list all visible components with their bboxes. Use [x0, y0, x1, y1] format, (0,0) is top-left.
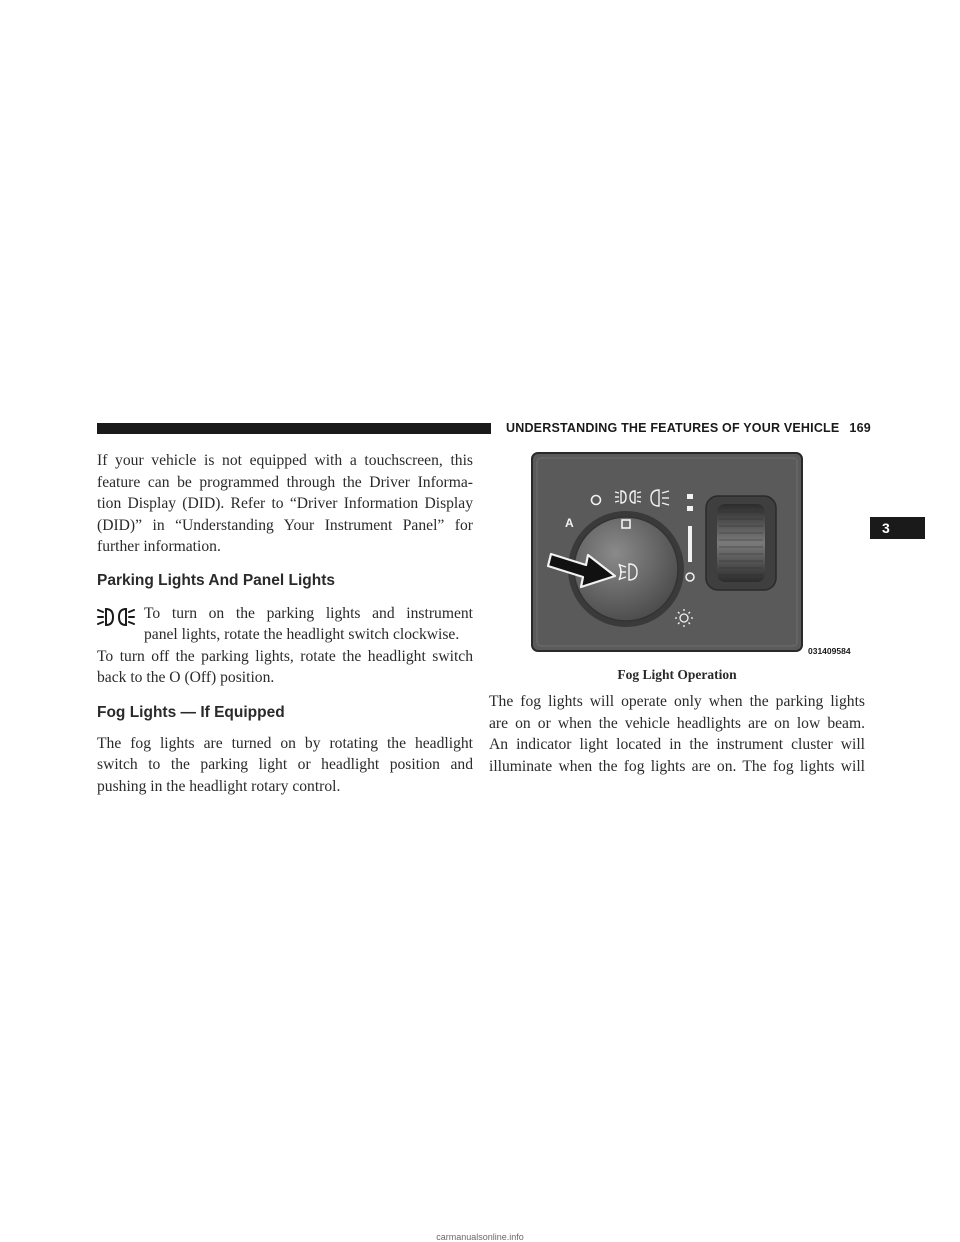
text-line: switch to the parking light or headlight position and — [97, 756, 473, 773]
parking-off-paragraph — [97, 646, 473, 689]
chapter-tab[interactable]: 3 — [870, 517, 925, 539]
text-line: back to the O (Off) position. — [97, 669, 275, 686]
text-line: The fog lights will operate only when the parking lights — [489, 693, 865, 710]
running-header — [506, 418, 871, 438]
fog-lights-heading: Fog Lights — If Equipped — [97, 703, 285, 721]
text-line: (DID)” in “Understanding Your Instrument Panel” for — [97, 516, 473, 534]
headlight-switch-figure — [531, 452, 803, 652]
section-title: UNDERSTANDING THE FEATURES OF YOUR VEHICLE — [506, 421, 840, 435]
header-rule — [97, 423, 491, 434]
right-column — [489, 691, 865, 777]
left-column — [97, 450, 473, 797]
text-line: To turn off the parking lights, rotate the headlight switch — [97, 647, 473, 665]
text-line: An indicator light located in the instrument cluster will — [489, 736, 865, 753]
auto-position-label: A — [565, 516, 574, 530]
page-number: 169 — [849, 421, 871, 435]
text-line: further information. — [97, 538, 221, 555]
fog-operation-paragraph — [489, 691, 865, 777]
parking-lights-block — [97, 603, 473, 646]
text-line: If your vehicle is not equipped with a touchscreen, this — [97, 452, 473, 469]
watermark[interactable]: carmanualsonline.info — [436, 1232, 524, 1242]
text-line: are on or when the vehicle headlights are on low beam. — [489, 714, 865, 732]
parking-lights-icon — [97, 606, 135, 628]
parking-on-paragraph — [97, 603, 473, 646]
figure-code: 031409584 — [808, 646, 851, 656]
text-line: illuminate when the fog lights are on. The fog lights will — [489, 757, 865, 775]
figure-caption: Fog Light Operation — [617, 667, 737, 682]
text-line: The fog lights are turned on by rotating the headlight — [97, 734, 473, 752]
text-line: panel lights, rotate the headlight switch clockwise. — [144, 626, 460, 643]
dimmer-thumbwheel[interactable] — [717, 504, 765, 582]
fog-paragraph — [97, 733, 473, 798]
text-line: To turn on the parking lights and instrument — [144, 604, 473, 622]
text-line: tion Display (DID). Refer to “Driver Information Display — [97, 495, 473, 512]
parking-lights-heading: Parking Lights And Panel Lights — [97, 571, 335, 589]
text-line: feature can be programmed through the Driver Informa- — [97, 473, 473, 491]
text-line: pushing in the headlight rotary control. — [97, 777, 341, 795]
intro-paragraph — [97, 450, 473, 558]
